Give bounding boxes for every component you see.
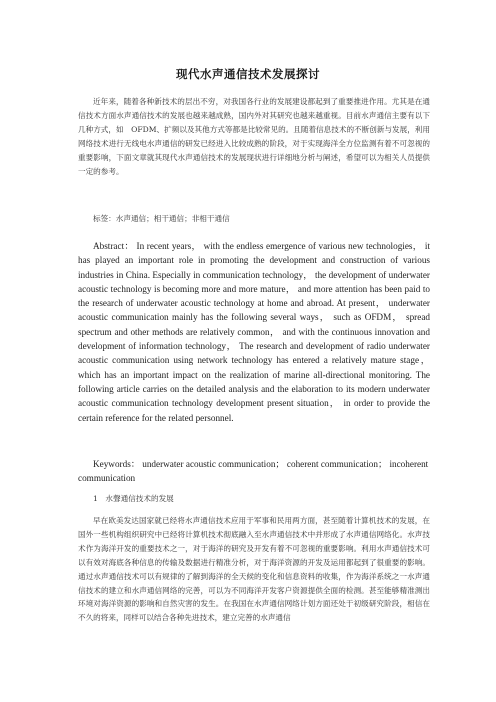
chinese-abstract: 近年来，随着各种新技术的层出不穷，对我国各行业的发展建设都起到了重要推进作用。尤其是在通信技术方面水声通信技术的发展也越来越成熟，国内外对其研究也越来越重视。目前水声通信主要有以下几种方式，如 OFDM、扩频以及其他方式等都是比较常见的。且随着信息技术的不断创新与发展，利用网络技术进行无线电水声通信的研发已经进入比较成熟的阶段，对于实现海洋全方位监测有着不可忽视的重要影响，下面文章就其现代水声通信技术的发展现状进行详细地分析与阐述，希望可以为相关人员提供一定的参考。: [78, 97, 430, 176]
document-title: 现代水声通信技术发展探讨: [176, 67, 320, 81]
section-heading: 1 水聲通信技术的发展: [93, 494, 174, 503]
english-abstract: Abstract： In recent years， with the endless emergence of various new technologies， it has played an important role in promoting the development and construction of various industries in China. Especially in communication technology， the development of underwater acoustic technology is becoming more and more mature， and more attention has been paid to the research of underwater acoustic technology at home and abroad. At present， underwater acoustic communication mainly has the following several ways， such as OFDM， spread spectrum and other methods are relatively common， and with the continuous innovation and development of information technology， The research and development of radio underwater acoustic communication using network technology has entered a relatively mature stage， which has an important impact on the realization of marine all-directional monitoring. The following article carries on the detailed analysis and the elaboration to its modern underwater acoustic communication technology development present situation， in order to provide the certain reference for the related personnel.: [78, 241, 430, 423]
section-body: 早在欧美发达国家就已经将水声通信技术应用于军事和民用两方面，甚至随着计算机技术的发展，在国外一些机构组织研究中已经将计算机技术彻底融入至水声通信技术中并形成了水声通信网络化。水声技术作为海洋开发的重要技术之一，对于海洋的研究及开发有着不可忽视的重要影响。利用水声通信技术可以有效对海底各种信息的传输及数据进行精准分析，对于海洋资源的开发及运用都起到了很重要的影响。通过水声通信技术可以有规律的了解到海洋的全天候的变化和信息资料的收集，作为海洋系统之一水声通信技术的建立和水声通信网络的完善，可以为不同海洋开发客户资源提供全面的检测。甚至能够精准测出环境对海洋资源的影响和自然灾害的发生。在我国在水声通信网络计划方面还处于初级研究阶段，相信在不久的将来，同样可以结合各种先进技术，建立完善的水声通信: [78, 516, 430, 623]
chinese-keywords: 标签：水声通信；相干通信；非相干通信: [93, 214, 230, 223]
english-keywords: Keywords： underwater acoustic communication； coherent communication； incoherent communication: [78, 459, 429, 484]
